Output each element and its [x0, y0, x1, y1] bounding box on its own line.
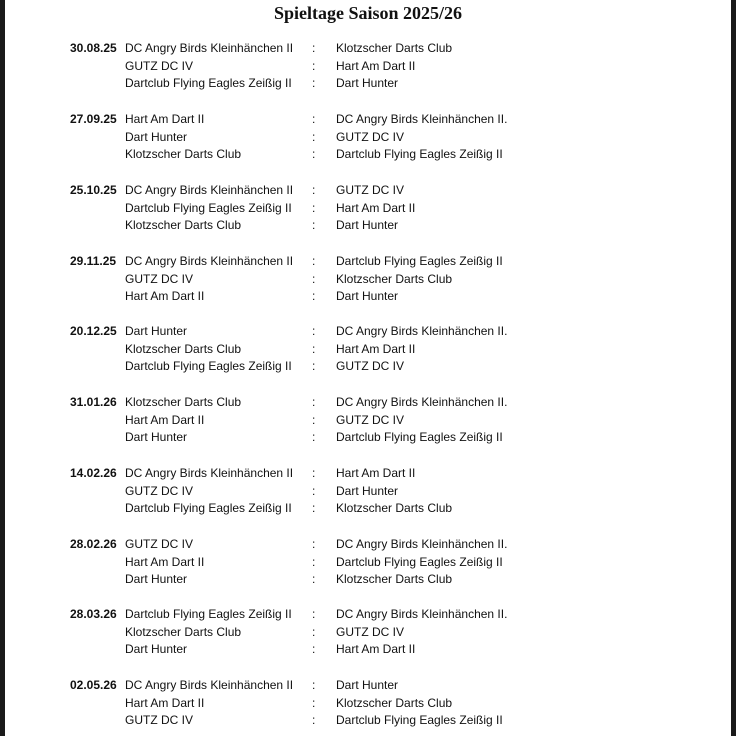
- match-row: [0, 288, 736, 306]
- match-row: [0, 58, 736, 76]
- separator: :: [312, 466, 316, 480]
- separator: :: [312, 271, 316, 286]
- away-team: GUTZ DC IV: [336, 183, 404, 197]
- home-team: DC Angry Birds Kleinhänchen II: [125, 254, 294, 268]
- home-team: Hart Am Dart II: [125, 289, 205, 304]
- match-row: [0, 536, 736, 554]
- home-team: DC Angry Birds Kleinhänchen II: [125, 466, 294, 480]
- home-team: Hart Am Dart II: [125, 695, 205, 710]
- matchday-block: [0, 323, 736, 376]
- away-team: GUTZ DC IV: [336, 359, 404, 374]
- home-team: GUTZ DC IV: [125, 483, 193, 498]
- matchday-date: 31.01.26: [70, 395, 117, 409]
- away-team: Dartclub Flying Eagles Zeißig II: [336, 147, 503, 162]
- match-row: [0, 500, 736, 518]
- match-row: [0, 40, 736, 58]
- separator: :: [312, 341, 316, 356]
- away-team: Hart Am Dart II: [336, 341, 416, 356]
- separator: :: [312, 678, 316, 692]
- away-team: Hart Am Dart II: [336, 466, 416, 480]
- home-team: GUTZ DC IV: [125, 537, 193, 551]
- away-team: Klotzscher Darts Club: [336, 501, 453, 516]
- matchday-date: 30.08.25: [70, 41, 117, 55]
- matchday-block: [0, 536, 736, 589]
- away-team: Klotzscher Darts Club: [336, 695, 453, 710]
- away-team: DC Angry Birds Kleinhänchen II.: [336, 537, 508, 551]
- match-row: [0, 571, 736, 589]
- away-team: Dartclub Flying Eagles Zeißig II: [336, 430, 503, 445]
- separator: :: [312, 289, 316, 304]
- home-team: Dartclub Flying Eagles Zeißig II: [125, 607, 292, 621]
- match-row: [0, 677, 736, 695]
- away-team: Dart Hunter: [336, 678, 399, 692]
- match-row: [0, 429, 736, 447]
- matchday-block: [0, 253, 736, 306]
- separator: :: [312, 607, 316, 621]
- home-team: Dartclub Flying Eagles Zeißig II: [125, 76, 292, 91]
- home-team: GUTZ DC IV: [125, 713, 193, 728]
- home-team: Dartclub Flying Eagles Zeißig II: [125, 501, 292, 516]
- away-team: GUTZ DC IV: [336, 412, 404, 427]
- home-team: Klotzscher Darts Club: [125, 147, 242, 162]
- away-team: DC Angry Birds Kleinhänchen II.: [336, 395, 508, 409]
- away-team: Klotzscher Darts Club: [336, 572, 453, 587]
- home-team: DC Angry Birds Kleinhänchen II: [125, 678, 294, 692]
- separator: :: [312, 395, 316, 409]
- match-row: [0, 111, 736, 129]
- separator: :: [312, 76, 316, 91]
- home-team: Dart Hunter: [125, 642, 188, 657]
- matchday-block: [0, 394, 736, 447]
- separator: :: [312, 501, 316, 516]
- match-row: [0, 554, 736, 572]
- match-row: [0, 695, 736, 713]
- match-row: [0, 341, 736, 359]
- matchday-date: 02.05.26: [70, 678, 117, 692]
- away-team: DC Angry Birds Kleinhänchen II.: [336, 324, 508, 338]
- match-row: [0, 712, 736, 730]
- home-team: Dart Hunter: [125, 129, 188, 144]
- home-team: GUTZ DC IV: [125, 271, 193, 286]
- matchday-block: [0, 677, 736, 730]
- separator: :: [312, 713, 316, 728]
- separator: :: [312, 412, 316, 427]
- away-team: DC Angry Birds Kleinhänchen II.: [336, 112, 508, 126]
- match-row: [0, 253, 736, 271]
- away-team: Dart Hunter: [336, 76, 399, 91]
- match-row: [0, 412, 736, 430]
- matchday-date: 14.02.26: [70, 466, 117, 480]
- match-row: [0, 271, 736, 289]
- matchday-block: [0, 606, 736, 659]
- home-team: Hart Am Dart II: [125, 112, 205, 126]
- separator: :: [312, 147, 316, 162]
- home-team: Klotzscher Darts Club: [125, 624, 242, 639]
- separator: :: [312, 218, 316, 233]
- matchday-date: 27.09.25: [70, 112, 117, 126]
- separator: :: [312, 624, 316, 639]
- away-team: Dart Hunter: [336, 289, 399, 304]
- away-team: Hart Am Dart II: [336, 58, 416, 73]
- away-team: Dart Hunter: [336, 218, 399, 233]
- page-title: Spieltage Saison 2025/26: [273, 3, 463, 23]
- match-row: [0, 465, 736, 483]
- separator: :: [312, 58, 316, 73]
- separator: :: [312, 483, 316, 498]
- away-team: GUTZ DC IV: [336, 624, 404, 639]
- away-team: Hart Am Dart II: [336, 642, 416, 657]
- match-row: [0, 641, 736, 659]
- home-team: Klotzscher Darts Club: [125, 218, 242, 233]
- separator: :: [312, 183, 316, 197]
- separator: :: [312, 695, 316, 710]
- home-team: Dartclub Flying Eagles Zeißig II: [125, 200, 292, 215]
- matchday-block: [0, 465, 736, 518]
- separator: :: [312, 41, 316, 55]
- match-row: [0, 182, 736, 200]
- matchday-block: [0, 40, 736, 93]
- home-team: Klotzscher Darts Club: [125, 341, 242, 356]
- away-team: DC Angry Birds Kleinhänchen II.: [336, 607, 508, 621]
- away-team: Dartclub Flying Eagles Zeißig II: [336, 254, 503, 268]
- away-team: Klotzscher Darts Club: [336, 41, 453, 55]
- match-row: [0, 606, 736, 624]
- separator: :: [312, 254, 316, 268]
- matchday-date: 29.11.25: [70, 254, 117, 268]
- separator: :: [312, 572, 316, 587]
- separator: :: [312, 642, 316, 657]
- separator: :: [312, 200, 316, 215]
- separator: :: [312, 129, 316, 144]
- match-row: [0, 624, 736, 642]
- matchday-date: 20.12.25: [70, 324, 117, 338]
- home-team: Klotzscher Darts Club: [125, 395, 242, 409]
- match-row: [0, 75, 736, 93]
- matchday-date: 25.10.25: [70, 183, 117, 197]
- separator: :: [312, 537, 316, 551]
- match-row: [0, 323, 736, 341]
- match-row: [0, 129, 736, 147]
- home-team: Dart Hunter: [125, 430, 188, 445]
- matchday-block: [0, 182, 736, 235]
- home-team: Dart Hunter: [125, 324, 188, 338]
- match-row: [0, 200, 736, 218]
- away-team: Dart Hunter: [336, 483, 399, 498]
- matchday-date: 28.02.26: [70, 537, 117, 551]
- separator: :: [312, 359, 316, 374]
- home-team: GUTZ DC IV: [125, 58, 193, 73]
- matchday-block: [0, 111, 736, 164]
- separator: :: [312, 430, 316, 445]
- separator: :: [312, 112, 316, 126]
- home-team: DC Angry Birds Kleinhänchen II: [125, 183, 294, 197]
- matchday-date: 28.03.26: [70, 607, 117, 621]
- home-team: Hart Am Dart II: [125, 412, 205, 427]
- away-team: Hart Am Dart II: [336, 200, 416, 215]
- home-team: Dart Hunter: [125, 572, 188, 587]
- home-team: Hart Am Dart II: [125, 554, 205, 569]
- away-team: Klotzscher Darts Club: [336, 271, 453, 286]
- match-row: [0, 146, 736, 164]
- separator: :: [312, 554, 316, 569]
- home-team: Dartclub Flying Eagles Zeißig II: [125, 359, 292, 374]
- away-team: Dartclub Flying Eagles Zeißig II: [336, 713, 503, 728]
- away-team: Dartclub Flying Eagles Zeißig II: [336, 554, 503, 569]
- separator: :: [312, 324, 316, 338]
- home-team: DC Angry Birds Kleinhänchen II: [125, 41, 294, 55]
- match-row: [0, 358, 736, 376]
- match-row: [0, 217, 736, 235]
- away-team: GUTZ DC IV: [336, 129, 404, 144]
- match-row: [0, 394, 736, 412]
- match-row: [0, 483, 736, 501]
